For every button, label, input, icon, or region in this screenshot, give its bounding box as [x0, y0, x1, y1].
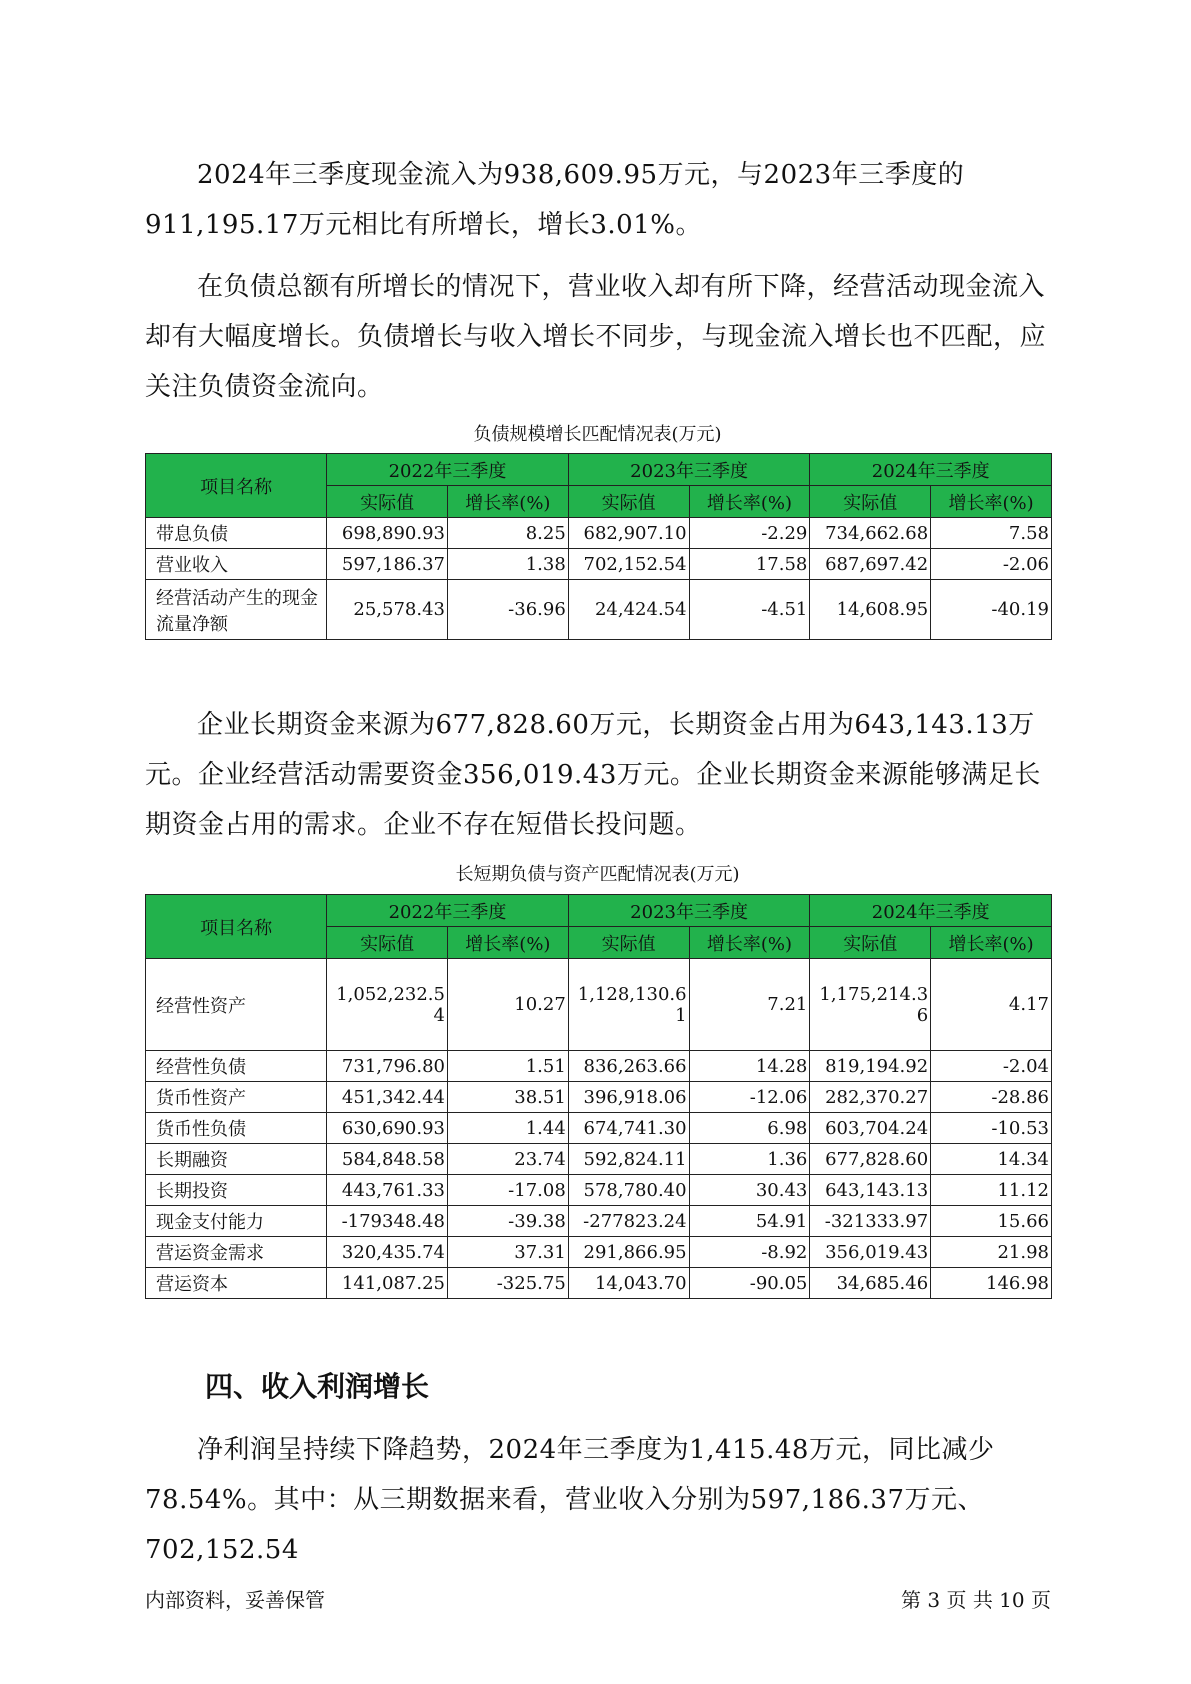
actual-value-cell: 698,890.93 [327, 518, 448, 549]
table-row [146, 1144, 1052, 1175]
asset-liability-table [145, 894, 1052, 1299]
actual-value-cell: 687,697.42 [810, 549, 931, 580]
actual-value-cell: 25,578.43 [327, 580, 448, 640]
growth-rate-cell: -17.08 [447, 1175, 568, 1206]
growth-rate-header: 增长率(%) [447, 927, 568, 959]
actual-value-cell: 1,052,232.54 [327, 959, 448, 1051]
table-row [146, 1113, 1052, 1144]
growth-rate-cell: -2.06 [931, 549, 1052, 580]
actual-value-cell: 836,263.66 [568, 1051, 689, 1082]
actual-value-cell: 24,424.54 [568, 580, 689, 640]
growth-rate-cell: 11.12 [931, 1175, 1052, 1206]
paragraph-cash-inflow: 2024年三季度现金流入为938,609.95万元，与2023年三季度的911,195.17万元相比有所增长，增长3.01%。 [145, 160, 965, 240]
actual-value-header: 实际值 [568, 486, 689, 518]
actual-value-cell: 1,128,130.61 [568, 959, 689, 1051]
actual-value-cell: 291,866.95 [568, 1237, 689, 1268]
row-label: 营运资本 [146, 1268, 327, 1299]
paragraph-long-term-funds: 企业长期资金来源为677,828.60万元，长期资金占用为643,143.13万元。企业经营活动需要资金356,019.43万元。企业长期资金来源能够满足长期资金占用的需求。企业不存在短借长投问题。 [145, 710, 1041, 840]
growth-rate-cell: -40.19 [931, 580, 1052, 640]
actual-value-cell: 603,704.24 [810, 1113, 931, 1144]
growth-rate-cell: 23.74 [447, 1144, 568, 1175]
growth-rate-cell: -36.96 [447, 580, 568, 640]
growth-rate-header: 增长率(%) [689, 486, 810, 518]
period-header: 2024年三季度 [810, 454, 1052, 486]
actual-value-cell: 630,690.93 [327, 1113, 448, 1144]
table-row [146, 959, 1052, 1051]
growth-rate-header: 增长率(%) [931, 486, 1052, 518]
row-label: 营运资金需求 [146, 1237, 327, 1268]
actual-value-cell: 443,761.33 [327, 1175, 448, 1206]
growth-rate-cell: 7.21 [689, 959, 810, 1051]
growth-rate-cell: 38.51 [447, 1082, 568, 1113]
growth-rate-cell: -325.75 [447, 1268, 568, 1299]
table-row [146, 580, 1052, 640]
growth-rate-cell: 7.58 [931, 518, 1052, 549]
growth-rate-header: 增长率(%) [931, 927, 1052, 959]
row-label: 经营性负债 [146, 1051, 327, 1082]
growth-rate-cell: 1.36 [689, 1144, 810, 1175]
paragraph-profit: 净利润呈持续下降趋势，2024年三季度为1,415.48万元，同比减少78.54%。其中：从三期数据来看，营业收入分别为597,186.37万元、702,152.54 [145, 1435, 995, 1565]
actual-value-header: 实际值 [327, 927, 448, 959]
row-label: 经营活动产生的现金流量净额 [146, 580, 327, 640]
growth-rate-cell: 1.38 [447, 549, 568, 580]
growth-rate-cell: 17.58 [689, 549, 810, 580]
growth-rate-cell: 1.44 [447, 1113, 568, 1144]
actual-value-cell: 451,342.44 [327, 1082, 448, 1113]
footer-page-number: 第 3 页 共 10 页 [901, 1588, 1051, 1612]
actual-value-cell: -321333.97 [810, 1206, 931, 1237]
growth-rate-cell: -10.53 [931, 1113, 1052, 1144]
table-row [146, 1051, 1052, 1082]
actual-value-cell: 141,087.25 [327, 1268, 448, 1299]
row-label: 货币性资产 [146, 1082, 327, 1113]
row-label: 长期融资 [146, 1144, 327, 1175]
actual-value-cell: 682,907.10 [568, 518, 689, 549]
growth-rate-cell: -2.29 [689, 518, 810, 549]
actual-value-cell: 731,796.80 [327, 1051, 448, 1082]
actual-value-cell: 592,824.11 [568, 1144, 689, 1175]
table-row [146, 1237, 1052, 1268]
actual-value-cell: 578,780.40 [568, 1175, 689, 1206]
growth-rate-header: 增长率(%) [689, 927, 810, 959]
growth-rate-cell: 6.98 [689, 1113, 810, 1144]
growth-rate-cell: -28.86 [931, 1082, 1052, 1113]
row-label: 货币性负债 [146, 1113, 327, 1144]
growth-rate-cell: 30.43 [689, 1175, 810, 1206]
actual-value-cell: -277823.24 [568, 1206, 689, 1237]
growth-rate-cell: 14.34 [931, 1144, 1052, 1175]
row-label: 现金支付能力 [146, 1206, 327, 1237]
actual-value-cell: 14,608.95 [810, 580, 931, 640]
table-row [146, 1268, 1052, 1299]
growth-rate-cell: 1.51 [447, 1051, 568, 1082]
growth-rate-cell: 15.66 [931, 1206, 1052, 1237]
actual-value-cell: 702,152.54 [568, 549, 689, 580]
table-row [146, 1206, 1052, 1237]
growth-rate-cell: -8.92 [689, 1237, 810, 1268]
row-label: 经营性资产 [146, 959, 327, 1051]
debt-growth-table [145, 453, 1052, 640]
actual-value-cell: 819,194.92 [810, 1051, 931, 1082]
paragraph-debt-analysis: 在负债总额有所增长的情况下，营业收入却有所下降，经营活动现金流入却有大幅度增长。负债增长与收入增长不同步，与现金流入增长也不匹配，应关注负债资金流向。 [145, 272, 1047, 402]
growth-rate-cell: -2.04 [931, 1051, 1052, 1082]
actual-value-cell: 14,043.70 [568, 1268, 689, 1299]
row-label: 长期投资 [146, 1175, 327, 1206]
actual-value-cell: 677,828.60 [810, 1144, 931, 1175]
actual-value-cell: 597,186.37 [327, 549, 448, 580]
growth-rate-cell: 21.98 [931, 1237, 1052, 1268]
footer-confidential: 内部资料，妥善保管 [145, 1588, 325, 1612]
row-label: 带息负债 [146, 518, 327, 549]
actual-value-cell: 643,143.13 [810, 1175, 931, 1206]
table-row [146, 549, 1052, 580]
actual-value-cell: -179348.48 [327, 1206, 448, 1237]
actual-value-header: 实际值 [810, 486, 931, 518]
growth-rate-header: 增长率(%) [447, 486, 568, 518]
growth-rate-cell: -12.06 [689, 1082, 810, 1113]
growth-rate-cell: 8.25 [447, 518, 568, 549]
period-header: 2022年三季度 [327, 454, 569, 486]
item-name-header: 项目名称 [146, 895, 327, 959]
actual-value-cell: 396,918.06 [568, 1082, 689, 1113]
growth-rate-cell: 14.28 [689, 1051, 810, 1082]
row-label: 营业收入 [146, 549, 327, 580]
growth-rate-cell: 37.31 [447, 1237, 568, 1268]
actual-value-cell: 734,662.68 [810, 518, 931, 549]
growth-rate-cell: -4.51 [689, 580, 810, 640]
actual-value-cell: 674,741.30 [568, 1113, 689, 1144]
table-row [146, 518, 1052, 549]
growth-rate-cell: 4.17 [931, 959, 1052, 1051]
growth-rate-cell: -39.38 [447, 1206, 568, 1237]
period-header: 2022年三季度 [327, 895, 569, 927]
item-name-header: 项目名称 [146, 454, 327, 518]
actual-value-cell: 584,848.58 [327, 1144, 448, 1175]
growth-rate-cell: 146.98 [931, 1268, 1052, 1299]
section-heading: 四、收入利润增长 [205, 1370, 430, 1403]
growth-rate-cell: -90.05 [689, 1268, 810, 1299]
table-row [146, 1082, 1052, 1113]
actual-value-header: 实际值 [810, 927, 931, 959]
actual-value-header: 实际值 [568, 927, 689, 959]
table1-caption: 负债规模增长匹配情况表(万元) [473, 424, 722, 445]
actual-value-cell: 356,019.43 [810, 1237, 931, 1268]
table-row [146, 1175, 1052, 1206]
period-header: 2023年三季度 [568, 454, 810, 486]
table2-caption: 长短期负债与资产匹配情况表(万元) [455, 864, 740, 885]
actual-value-cell: 1,175,214.36 [810, 959, 931, 1051]
actual-value-cell: 320,435.74 [327, 1237, 448, 1268]
actual-value-cell: 34,685.46 [810, 1268, 931, 1299]
actual-value-cell: 282,370.27 [810, 1082, 931, 1113]
growth-rate-cell: 10.27 [447, 959, 568, 1051]
growth-rate-cell: 54.91 [689, 1206, 810, 1237]
actual-value-header: 实际值 [327, 486, 448, 518]
period-header: 2023年三季度 [568, 895, 810, 927]
period-header: 2024年三季度 [810, 895, 1052, 927]
